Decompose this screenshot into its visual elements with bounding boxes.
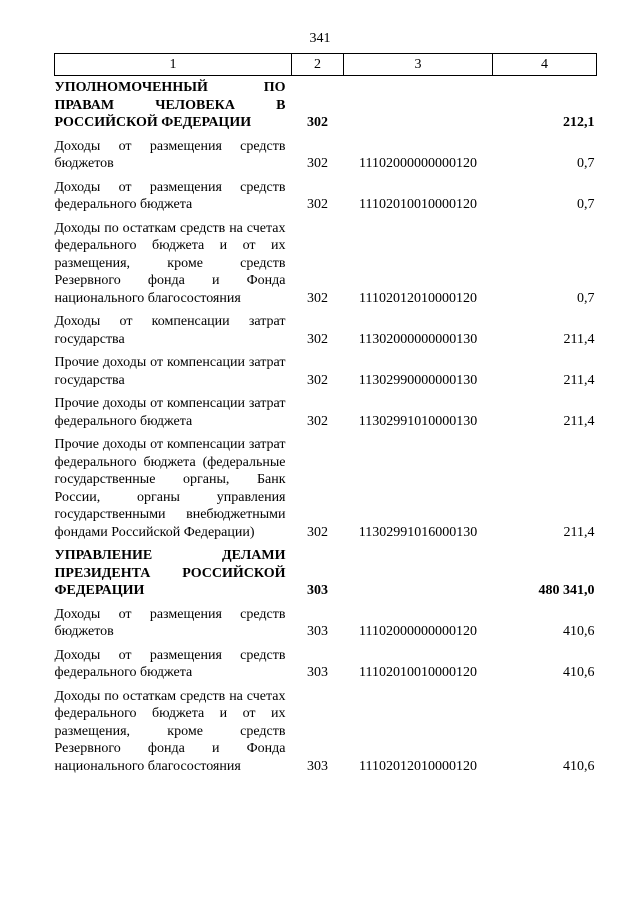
row-admin-code: 303 — [307, 624, 328, 639]
row-admin-code: 302 — [307, 372, 328, 388]
row-name: УПОЛНОМОЧЕННЫЙ ПО ПРАВАМ ЧЕЛОВЕКА В РОССИЙСКОЙ ФЕДЕРАЦИИ — [54, 80, 286, 130]
table-header-row — [55, 54, 597, 76]
table-row-section — [55, 544, 597, 603]
row-amount: 0,7 — [577, 290, 595, 306]
table-row — [55, 433, 597, 544]
row-revenue-code: 11102000000000120 — [359, 624, 477, 639]
row-revenue-code: 11102000000000120 — [359, 156, 477, 171]
row-amount: 212,1 — [563, 115, 595, 130]
table-row — [55, 176, 597, 217]
row-admin-code: 302 — [307, 331, 328, 347]
row-admin-code: 302 — [307, 413, 328, 429]
budget-revenue-table — [54, 53, 597, 778]
table-row — [55, 217, 597, 311]
row-admin-code: 303 — [307, 758, 328, 774]
row-revenue-code: 11102012010000120 — [359, 758, 477, 774]
table-row — [55, 392, 597, 433]
row-amount: 0,7 — [577, 197, 595, 212]
page-number: 341 — [309, 31, 331, 46]
row-revenue-code: 11302991016000130 — [358, 524, 478, 540]
row-name: Прочие доходы от компенсации затрат федерального бюджета (федеральные государственные органы, Банк России, органы управления государственными внебюджетными фондами Российской Федерации) — [54, 437, 286, 540]
row-name: Доходы по остаткам средств на счетах федерального бюджета и от их размещения, кроме средств Резервного фонда и Фонда национального благосостояния — [54, 220, 286, 306]
table-row — [55, 351, 597, 392]
table-row — [55, 310, 597, 351]
row-name: Доходы от размещения средств бюджетов — [54, 138, 286, 171]
header-col-4: 4 — [493, 54, 597, 76]
header-col-3: 3 — [344, 54, 493, 76]
row-amount: 410,6 — [563, 758, 595, 774]
row-amount: 410,6 — [563, 665, 595, 680]
row-admin-code: 302 — [307, 197, 328, 212]
row-admin-code: 302 — [307, 290, 328, 306]
row-name: Доходы от размещения средств бюджетов — [54, 606, 286, 639]
row-amount: 211,4 — [563, 331, 595, 347]
row-amount: 211,4 — [563, 524, 595, 540]
row-admin-code: 302 — [307, 524, 328, 540]
row-name: Доходы от компенсации затрат государства — [54, 314, 286, 347]
header-col-2: 2 — [292, 54, 344, 76]
row-amount: 480 341,0 — [538, 583, 595, 598]
row-revenue-code: 11302990000000130 — [358, 372, 478, 388]
row-admin-code: 303 — [307, 665, 328, 680]
table-row — [55, 685, 597, 779]
row-name: Прочие доходы от компенсации затрат федерального бюджета — [54, 396, 286, 429]
table-row — [55, 644, 597, 685]
row-amount: 0,7 — [577, 156, 595, 171]
row-amount: 211,4 — [563, 372, 595, 388]
row-admin-code: 302 — [307, 156, 328, 171]
row-name: Доходы от размещения средств федерального бюджета — [54, 179, 286, 212]
row-name: Доходы по остаткам средств на счетах федерального бюджета и от их размещения, кроме средств Резервного фонда и Фонда национального благосостояния — [54, 688, 286, 774]
row-revenue-code: 11102012010000120 — [359, 290, 477, 306]
table-body — [55, 76, 597, 779]
row-revenue-code — [344, 76, 493, 135]
table-row-section — [55, 76, 597, 135]
row-revenue-code — [344, 544, 493, 603]
table-row — [55, 603, 597, 644]
row-revenue-code: 11102010010000120 — [359, 197, 477, 212]
row-revenue-code: 11102010010000120 — [359, 665, 477, 680]
row-admin-code: 303 — [307, 583, 328, 598]
row-amount: 211,4 — [563, 413, 595, 429]
row-revenue-code: 11302000000000130 — [358, 331, 478, 347]
row-name: Прочие доходы от компенсации затрат государства — [54, 355, 286, 388]
row-amount: 410,6 — [563, 624, 595, 639]
header-col-1: 1 — [55, 54, 292, 76]
row-revenue-code: 11302991010000130 — [358, 413, 478, 429]
row-admin-code: 302 — [307, 115, 328, 130]
table-row — [55, 135, 597, 176]
row-name: Доходы от размещения средств федерального бюджета — [54, 647, 286, 680]
row-name: УПРАВЛЕНИЕ ДЕЛАМИ ПРЕЗИДЕНТА РОССИЙСКОЙ ФЕДЕРАЦИИ — [54, 548, 286, 598]
